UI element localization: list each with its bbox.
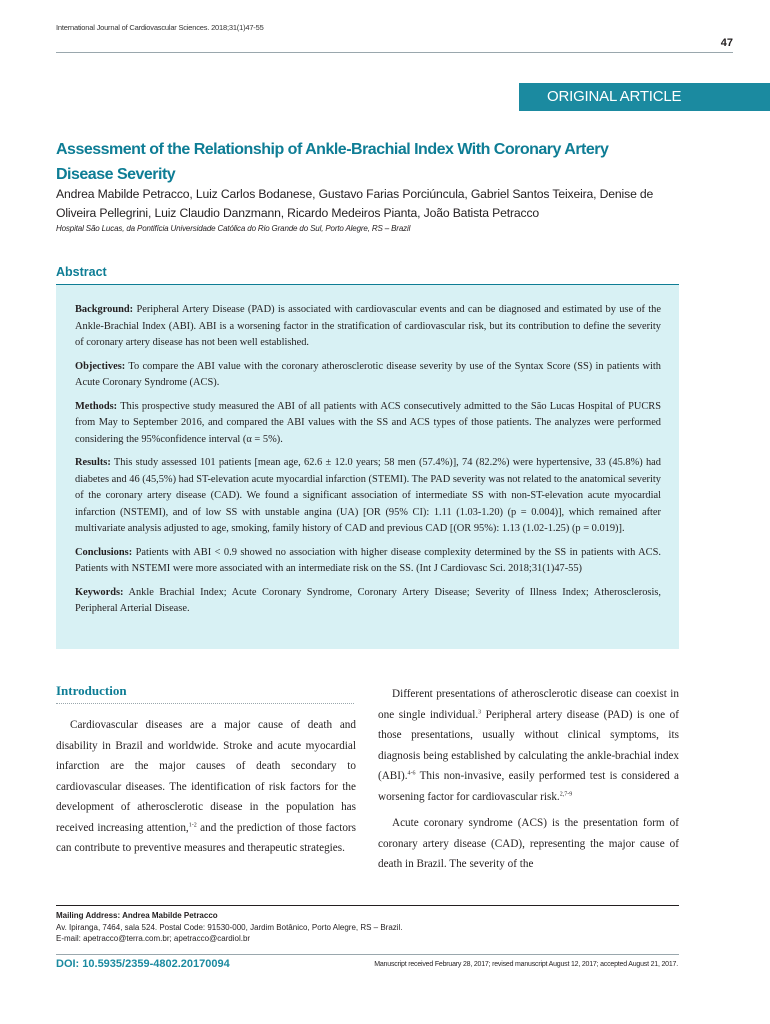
intro-p2-text-end: This non-invasive, easily performed test is considered a worsening factor for cardiovascular risk. <box>378 770 679 803</box>
page-number: 47 <box>720 37 733 49</box>
objectives-text: To compare the ABI value with the coronary atherosclerotic disease severity by use of the Syntax Score (SS) in patients with Acute Coronary Syndrome (ACS). <box>75 360 661 388</box>
methods-label: Methods: <box>75 400 118 412</box>
keywords-text: Ankle Brachial Index; Acute Coronary Syndrome, Coronary Artery Disease; Severity of Illness Index; Atherosclerosis, Peripheral Arterial Disease. <box>75 586 661 614</box>
abstract-objectives <box>75 359 661 392</box>
introduction-heading: Introduction <box>56 683 127 698</box>
affiliation: Hospital São Lucas, da Pontifícia Universidade Católica do Rio Grande do Sul, Porto Alegre, RS – Brazil <box>56 224 411 233</box>
intro-paragraph-1 <box>56 715 356 859</box>
intro-p2-text: Different presentations of atherosclerotic disease can coexist in one single individual. <box>378 688 679 721</box>
citation-ref: 2,7-9 <box>559 790 573 797</box>
background-label: Background: <box>75 304 134 315</box>
doi-link[interactable]: DOI: 10.5935/2359-4802.20170094 <box>56 958 230 970</box>
intro-paragraph-2 <box>378 684 679 807</box>
citation-ref: 4-6 <box>407 770 416 777</box>
objectives-label: Objectives: <box>75 360 126 372</box>
results-text: This study assessed 101 patients [mean age, 62.6 ± 12.0 years; 58 men (57.4%)], 74 (82.2%) were hypertensive, 33 (45.8%) had diabetes and 46 (45,5%) had ST-elevation acute myocardial infarction (STEMI). The PAD severity was not related to the anatomical severity of the coronary artery disease (CAD). We found a significant association of intermediate SS with non-ST-elevation acute myocardial infarction (NSTEMI), and of low SS with unstable angina (UA) [OR (95% CI): 1.11 (1.03-1.20) (p = 0.004)], which remained after multivariate analysis adjusted to age, smoking, family history of CAD and previous CAD [(OR 95%): 1.13 (1.02-1.25) (p = 0.019)]. <box>75 457 661 534</box>
article-title: Assessment of the Relationship of Ankle-Brachial Index With Coronary Artery Disease Severity <box>56 141 609 183</box>
journal-header: International Journal of Cardiovascular Sciences. 2018;31(1)47-55 <box>56 23 264 32</box>
methods-text: This prospective study measured the ABI of all patients with ACS consecutively admitted to the São Lucas Hospital of PUCRS from May to September 2016, and compared the ABI values with the SS and ACS types of those patients. The analyzes were performed considering the 95%confidence interval (α = 5%). <box>75 400 662 445</box>
footer-divider <box>56 954 679 955</box>
body-column-left <box>56 715 356 865</box>
citation-ref: 3 <box>478 708 482 715</box>
manuscript-dates: Manuscript received February 28, 2017; revised manuscript August 12, 2017; accepted August 21, 2017. <box>374 961 678 968</box>
author-list: Andrea Mabilde Petracco, Luiz Carlos Bodanese, Gustavo Farias Porciúncula, Gabriel Santos Teixeira, Denise de Oliveira Pellegrini, Luiz Claudio Danzmann, Ricardo Medeiros Pianta, João Batista Petracco <box>56 187 654 220</box>
abstract-box <box>56 285 679 649</box>
intro-p2-text-cont: Peripheral artery disease (PAD) is one of those presentations, usually without clinical symptoms, its diagnosis being established by calculating the ankle-brachial index (ABI). <box>378 708 679 782</box>
mailing-street: Av. Ipiranga, 7464, sala 524. Postal Code: 91530-000, Jardim Botânico, Porto Alegre, RS – Brazil. <box>56 922 403 932</box>
article-type-banner: ORIGINAL ARTICLE <box>519 83 770 111</box>
keywords-label: Keywords: <box>75 586 124 598</box>
mailing-divider <box>56 905 679 906</box>
mailing-title: Mailing Address: Andrea Mabilde Petracco <box>56 911 218 920</box>
mailing-address <box>56 910 403 945</box>
intro-p1-text: Cardiovascular diseases are a major cause of death and disability in Brazil and worldwide. Stroke and acute myocardial infarction are the major causes of death secondary to cardiovascular diseases. The identification of risk factors for the development of atherosclerotic disease in the population has received increasing attention, <box>56 719 356 834</box>
abstract-conclusions <box>75 545 661 578</box>
results-label: Results: <box>75 457 111 468</box>
intro-p1-text-cont: and the prediction of those factors can contribute to preventive measures and therapeutic strategies. <box>56 821 356 854</box>
conclusions-label: Conclusions: <box>75 546 133 558</box>
background-text: Peripheral Artery Disease (PAD) is associated with cardiovascular events and can be diagnosed and estimated by use of the Ankle-Brachial Index (ABI). ABI is a worsening factor in the stratification of cardiovascular risk, but its contribution to define the severity of coronary artery disease has not been well established. <box>75 304 661 348</box>
abstract-heading: Abstract <box>56 265 107 279</box>
citation-ref: 1-2 <box>188 821 197 828</box>
header-divider <box>56 52 733 53</box>
introduction-divider <box>56 703 354 704</box>
abstract-methods <box>75 399 661 449</box>
intro-paragraph-3: Acute coronary syndrome (ACS) is the presentation form of coronary artery disease (CAD), representing the major cause of death in Brazil. The severity of the <box>378 817 679 870</box>
conclusions-text: Patients with ABI < 0.9 showed no association with higher disease complexity determined by the SS in patients with ACS. Patients with NSTEMI were more associated with an intermediate risk on the SS. (Int J Cardiovasc Sci. 2018;31(1)47-55) <box>75 546 661 574</box>
body-column-right <box>378 684 679 881</box>
abstract-keywords <box>75 585 661 618</box>
mailing-email[interactable]: E-mail: apetracco@terra.com.br; apetracco@cardiol.br <box>56 934 251 943</box>
abstract-background <box>75 302 661 352</box>
abstract-results <box>75 455 661 538</box>
